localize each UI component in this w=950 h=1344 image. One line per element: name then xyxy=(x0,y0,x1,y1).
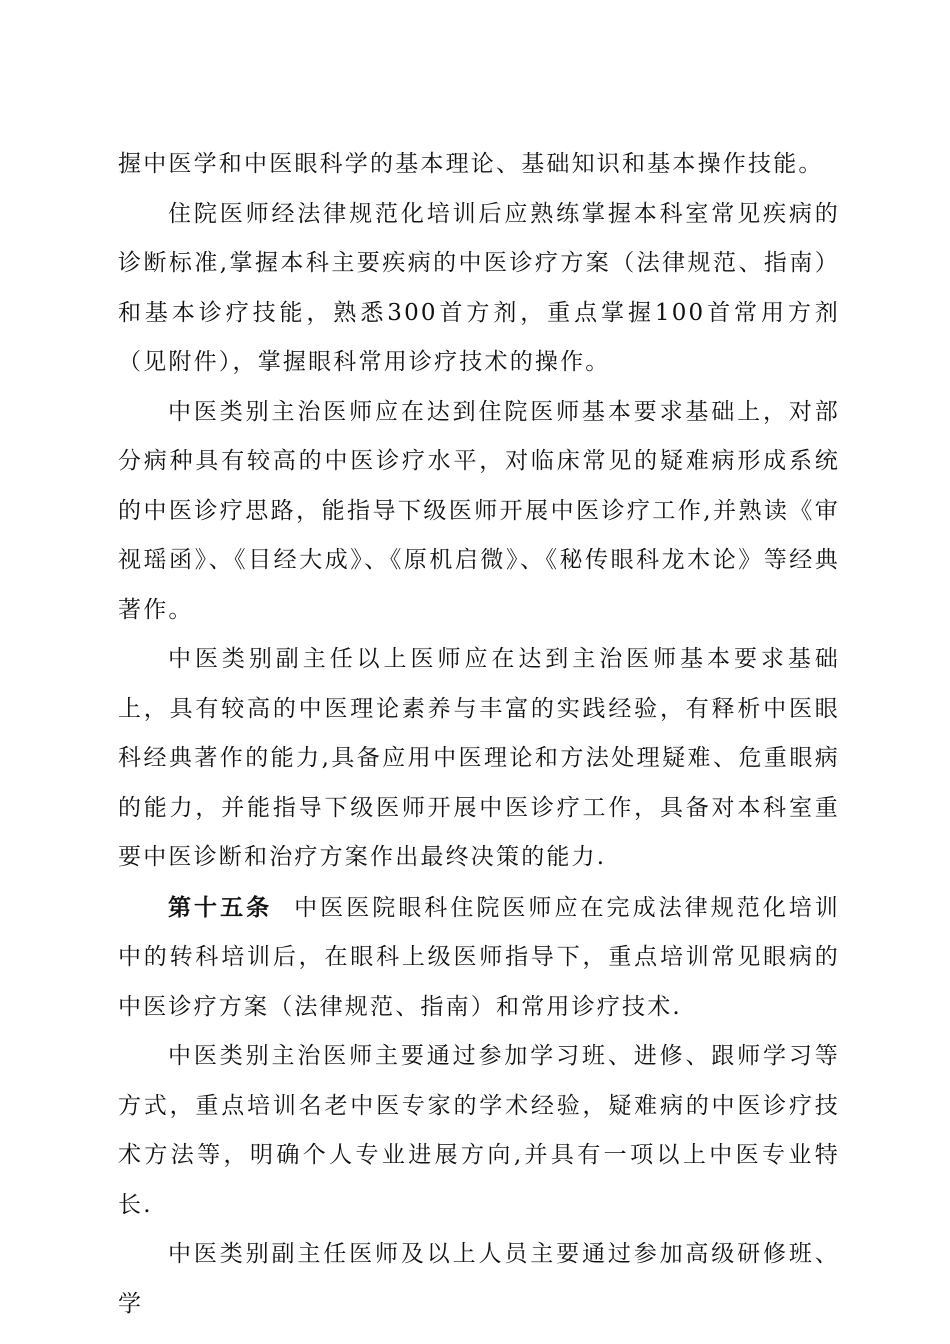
paragraph-continuation: 握中医学和中医眼科学的基本理论、基础知识和基本操作技能。 xyxy=(118,151,824,177)
paragraph-attending-training: 中医类别主治医师主要通过参加学习班、进修、跟师学习等方式，重点培训名老中医专家的学术经验，疑难病的中医诊疗技术方法等，明确个人专业进展方向,并具有一项以上中医专业特长. xyxy=(118,1043,840,1218)
paragraph-associate-chief-requirements: 中医类别副主任以上医师应在达到主治医师基本要求基础上，具有较高的中医理论素养与丰富的实践经验，有释析中医眼科经典著作的能力,具备应用中医理论和方法处理疑难、危重眼病的能力，并能指导下级医师开展中医诊疗工作，具备对本科室重要中医诊断和治疗方案作出最终决策的能力. xyxy=(118,646,840,870)
article-15-text: 中医医院眼科住院医师应在完成法律规范化培训中的转科培训后，在眼科上级医师指导下，重点培训常见眼病的中医诊疗方案（法律规范、指南）和常用诊疗技术. xyxy=(118,894,840,1020)
paragraph-attending-requirements: 中医类别主治医师应在达到住院医师基本要求基础上，对部分病种具有较高的中医诊疗水平，对临床常见的疑难病形成系统的中医诊疗思路，能指导下级医师开展中医诊疗工作,并熟读《审视瑶函》、《目经大成》、《原机启微》、《秘传眼科龙木论》等经典著作。 xyxy=(118,398,840,623)
paragraph-article-15 xyxy=(118,883,840,1033)
article-label: 第十五条 xyxy=(168,893,273,921)
paragraph-associate-chief-training: 中医类别副主任医师及以上人员主要通过参加高级研修班、学 xyxy=(118,1241,840,1317)
paragraph-resident-requirements: 住院医师经法律规范化培训后应熟练掌握本科室常见疾病的诊断标准,掌握本科主要疾病的中医诊疗方案（法律规范、指南）和基本诊疗技能，熟悉300首方剂，重点掌握100首常用方剂（见附件），掌握眼科常用诊疗技术的操作。 xyxy=(118,200,840,375)
document-page xyxy=(118,140,840,1329)
